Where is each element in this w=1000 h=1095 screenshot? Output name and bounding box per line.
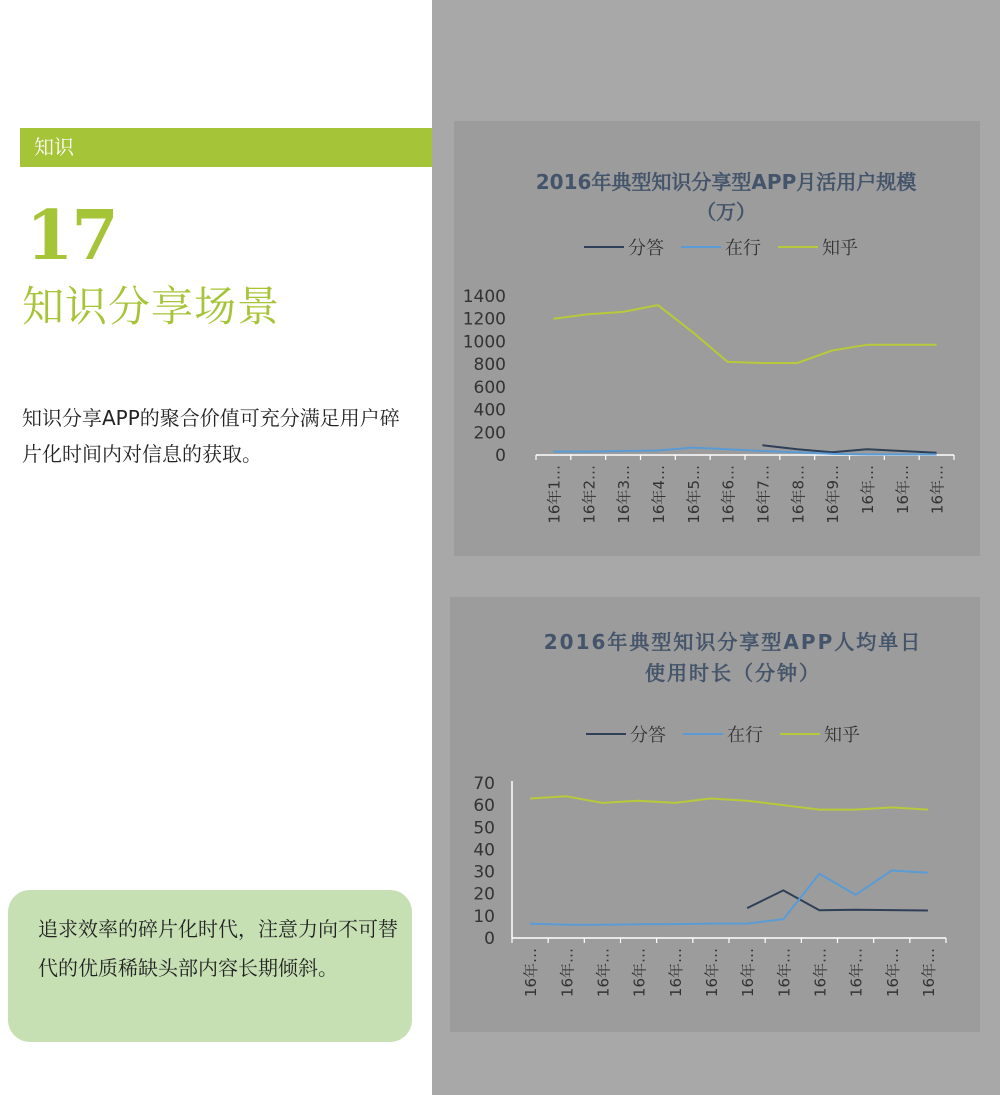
chart2-x-label-4: 16年…	[666, 948, 685, 998]
section-number: 17	[26, 196, 117, 276]
chart1-y-tick-2: 400	[473, 400, 506, 421]
chart-card-daily-usage-time	[450, 597, 980, 1032]
chart1-x-label-10: 16年…	[893, 465, 912, 515]
quote-text: 追求效率的碎片化时代，注意力向不可替代的优质稀缺头部内容长期倾斜。	[38, 917, 398, 980]
category-label: 知识	[34, 135, 74, 159]
chart1-y-tick-7: 1400	[462, 287, 506, 307]
chart2-title-line-2: 使用时长（分钟）	[645, 661, 821, 685]
chart1-x-label-1: 16年2…	[580, 465, 599, 524]
chart1-x-label-7: 16年8…	[789, 465, 808, 524]
quote-box	[8, 890, 412, 1042]
chart2-x-label-3: 16年…	[630, 948, 649, 998]
chart1-x-label-9: 16年…	[858, 465, 877, 515]
chart1-title-line-2: （万）	[696, 200, 756, 224]
chart2-series-line-2	[530, 871, 928, 925]
chart2-x-label-10: 16年…	[883, 948, 902, 998]
section-title: 知识分享场景	[22, 282, 281, 331]
chart1-series-line-2	[553, 448, 936, 455]
chart2-x-label-7: 16年…	[775, 948, 794, 998]
chart2-x-label-9: 16年…	[847, 948, 866, 998]
chart1-series-line-3	[553, 305, 936, 363]
chart1-y-tick-0: 0	[495, 446, 506, 466]
chart2-title-line-1: 2016年典型知识分享型APP人均单日	[543, 630, 923, 654]
chart2-x-label-8: 16年…	[811, 948, 830, 998]
chart1-y-tick-3: 600	[473, 377, 506, 398]
chart1-y-tick-6: 1200	[462, 309, 506, 330]
chart1-x-label-4: 16年5…	[684, 465, 703, 524]
chart2-y-tick-2: 20	[473, 884, 495, 905]
chart2-y-tick-3: 30	[473, 862, 495, 883]
chart1-y-tick-4: 800	[473, 355, 506, 376]
chart2-x-label-2: 16年…	[594, 948, 613, 998]
chart1-y-tick-1: 200	[473, 423, 506, 444]
chart2-legend-label-2: 在行	[727, 725, 763, 746]
chart2-legend-label-3: 知乎	[824, 725, 860, 746]
chart2-x-label-5: 16年…	[702, 948, 721, 998]
chart1-x-label-8: 16年9…	[824, 465, 843, 524]
chart2-x-label-0: 16年…	[522, 948, 541, 998]
chart2-series-line-1	[747, 890, 928, 910]
chart1-x-label-3: 16年4…	[649, 465, 668, 524]
chart1-legend-label-1: 分答	[628, 238, 664, 259]
chart1-x-label-5: 16年6…	[719, 465, 738, 524]
chart2-x-label-6: 16年…	[739, 948, 758, 998]
chart1-legend-label-3: 知乎	[822, 238, 858, 259]
chart2-y-tick-4: 40	[473, 840, 495, 861]
chart-daily-usage-time	[450, 597, 980, 1032]
chart2-y-tick-7: 70	[473, 774, 495, 794]
chart2-series-line-3	[530, 796, 928, 809]
chart1-x-label-0: 16年1…	[545, 465, 564, 524]
chart1-title-line-1: 2016年典型知识分享型APP月活用户规模	[535, 170, 917, 194]
chart1-x-label-6: 16年7…	[754, 465, 773, 524]
intro-text: 知识分享APP的聚合价值可充分满足用户碎片化时间内对信息的获取。	[22, 406, 400, 466]
chart1-x-label-11: 16年…	[928, 465, 947, 515]
chart2-y-tick-5: 50	[473, 818, 495, 839]
chart2-x-label-11: 16年…	[919, 948, 938, 998]
chart2-y-tick-1: 10	[473, 906, 495, 927]
category-bar	[20, 128, 432, 167]
chart1-legend-label-2: 在行	[725, 238, 761, 259]
chart2-x-label-1: 16年…	[558, 948, 577, 998]
chart2-y-tick-0: 0	[484, 929, 495, 949]
chart2-y-tick-6: 60	[473, 796, 495, 817]
chart2-legend-label-1: 分答	[630, 725, 666, 746]
chart1-x-label-2: 16年3…	[615, 465, 634, 524]
chart-card-monthly-active-users	[454, 121, 980, 556]
chart-monthly-active-users	[454, 121, 980, 556]
chart1-y-tick-5: 1000	[462, 332, 506, 353]
